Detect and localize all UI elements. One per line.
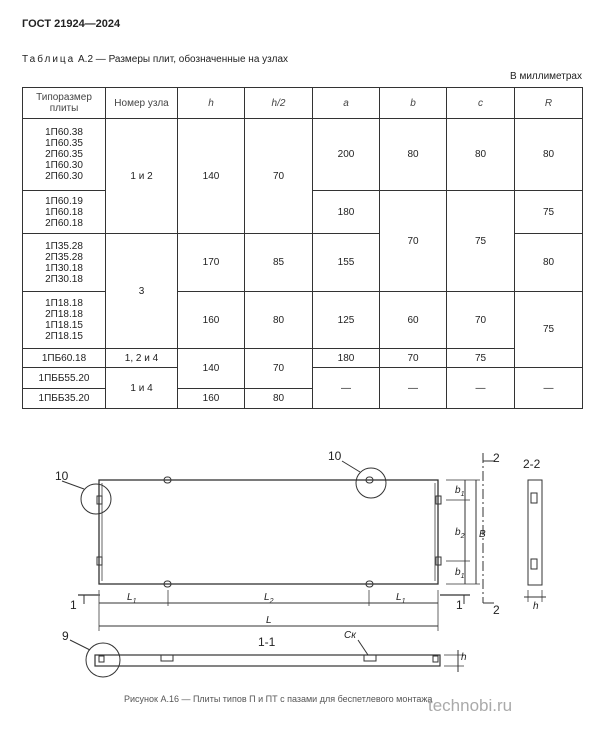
a-cell: 155 xyxy=(313,234,380,292)
header-b: b xyxy=(380,88,447,119)
dim-label-B: B xyxy=(479,529,486,540)
h-cell: 140 xyxy=(178,349,245,389)
header-node: Номер узла xyxy=(106,88,178,119)
callout-label-10-left: 10 xyxy=(55,469,69,483)
table-caption-prefix: Таблица xyxy=(22,54,76,65)
header-size: Типоразмер плиты xyxy=(23,88,106,119)
h-cell: 170 xyxy=(178,234,245,292)
r-cell: 80 xyxy=(515,234,583,292)
table-caption-text: А.2 — Размеры плит, обозначенные на узлах xyxy=(75,54,289,65)
ck-label: Ск xyxy=(344,630,356,641)
a-cell: 180 xyxy=(313,191,380,234)
section-22-recess-bottom xyxy=(531,559,537,569)
r-cell: — xyxy=(515,368,583,409)
c-cell: 75 xyxy=(447,191,515,292)
size-group-3: 1П35.28 2П35.28 1П30.18 2П30.18 xyxy=(23,234,106,292)
callout-label-10-right: 10 xyxy=(328,449,342,463)
c-cell: 70 xyxy=(447,292,515,349)
node-cell: 1, 2 и 4 xyxy=(106,349,178,368)
dim-label-l1-left: $L_1$ xyxy=(127,592,137,605)
size-group-7: 1ПББ35.20 xyxy=(23,389,106,409)
callout-leader-10-right xyxy=(342,461,360,472)
section-label-11: 1-1 xyxy=(258,635,276,649)
dim-label-L: L xyxy=(266,615,272,626)
callout-label-9: 9 xyxy=(62,629,69,643)
dim-label-h-22: h xyxy=(533,601,539,612)
h2-cell: 80 xyxy=(245,389,313,409)
figure-caption: Рисунок А.16 — Плиты типов П и ПТ с пазами для беспетлевого монтажа xyxy=(124,694,433,704)
header-r: R xyxy=(515,88,583,119)
b-cell: 60 xyxy=(380,292,447,349)
section-11-recess-left xyxy=(99,656,104,662)
section-11-outline xyxy=(95,655,440,666)
callout-leader-9 xyxy=(70,640,90,650)
dim-label-b2: $b_2$ xyxy=(455,527,465,540)
size-group-6: 1ПББ55.20 xyxy=(23,368,106,389)
dim-label-l1-right: $L_1$ xyxy=(396,592,406,605)
size-group-1: 1П60.38 1П60.35 2П60.35 1П60.30 2П60.30 xyxy=(23,119,106,191)
section-mark-2-top: 2 xyxy=(493,451,500,465)
section-22-recess-top xyxy=(531,493,537,503)
slab-plan-outline xyxy=(99,480,438,584)
node-cell: 3 xyxy=(106,234,178,349)
h2-cell: 70 xyxy=(245,119,313,234)
size-group-2: 1П60.19 1П60.18 2П60.18 xyxy=(23,191,106,234)
a-cell: 200 xyxy=(313,119,380,191)
watermark: technobi.ru xyxy=(428,696,513,715)
callout-circle-10-left xyxy=(81,484,111,514)
size-group-5: 1ПБ60.18 xyxy=(23,349,106,368)
a-cell: 125 xyxy=(313,292,380,349)
b-cell: — xyxy=(380,368,447,409)
node-cell: 1 и 4 xyxy=(106,368,178,409)
standard-header: ГОСТ 21924—2024 xyxy=(22,18,121,30)
dim-label-l2: $L_2$ xyxy=(264,592,274,605)
h2-cell: 70 xyxy=(245,349,313,389)
h-cell: 140 xyxy=(178,119,245,234)
h2-cell: 85 xyxy=(245,234,313,292)
dim-label-b1-top: $b_1$ xyxy=(455,485,465,498)
h-cell: 160 xyxy=(178,292,245,349)
ck-leader xyxy=(358,640,368,655)
header-h2: h/2 xyxy=(245,88,313,119)
section-11-notch-left xyxy=(161,655,173,661)
section-mark-1-right: 1 xyxy=(456,598,463,612)
header-c: c xyxy=(447,88,515,119)
header-h: h xyxy=(178,88,245,119)
table-units: В миллиметрах xyxy=(510,71,582,82)
b-cell: 70 xyxy=(380,349,447,368)
c-cell: 75 xyxy=(447,349,515,368)
b-cell: 80 xyxy=(380,119,447,191)
size-group-4: 1П18.18 2П18.18 1П18.15 2П18.15 xyxy=(23,292,106,349)
section-11-notch-right xyxy=(364,655,376,661)
header-a: a xyxy=(313,88,380,119)
section-mark-1-left: 1 xyxy=(70,598,77,612)
h-cell: 160 xyxy=(178,389,245,409)
dim-label-b1-bottom: $b_1$ xyxy=(455,567,465,580)
dim-label-h-section: h xyxy=(461,652,467,663)
r-cell: 75 xyxy=(515,292,583,368)
callout-circle-9 xyxy=(86,643,120,677)
a-cell: 180 xyxy=(313,349,380,368)
section-11-recess-right xyxy=(433,656,438,662)
r-cell: 75 xyxy=(515,191,583,234)
section-label-22: 2-2 xyxy=(523,457,541,471)
section-mark-2-bottom: 2 xyxy=(493,603,500,617)
c-cell: — xyxy=(447,368,515,409)
node-cell: 1 и 2 xyxy=(106,119,178,234)
c-cell: 80 xyxy=(447,119,515,191)
b-cell: 70 xyxy=(380,191,447,292)
r-cell: 80 xyxy=(515,119,583,191)
h2-cell: 80 xyxy=(245,292,313,349)
a-cell: — xyxy=(313,368,380,409)
